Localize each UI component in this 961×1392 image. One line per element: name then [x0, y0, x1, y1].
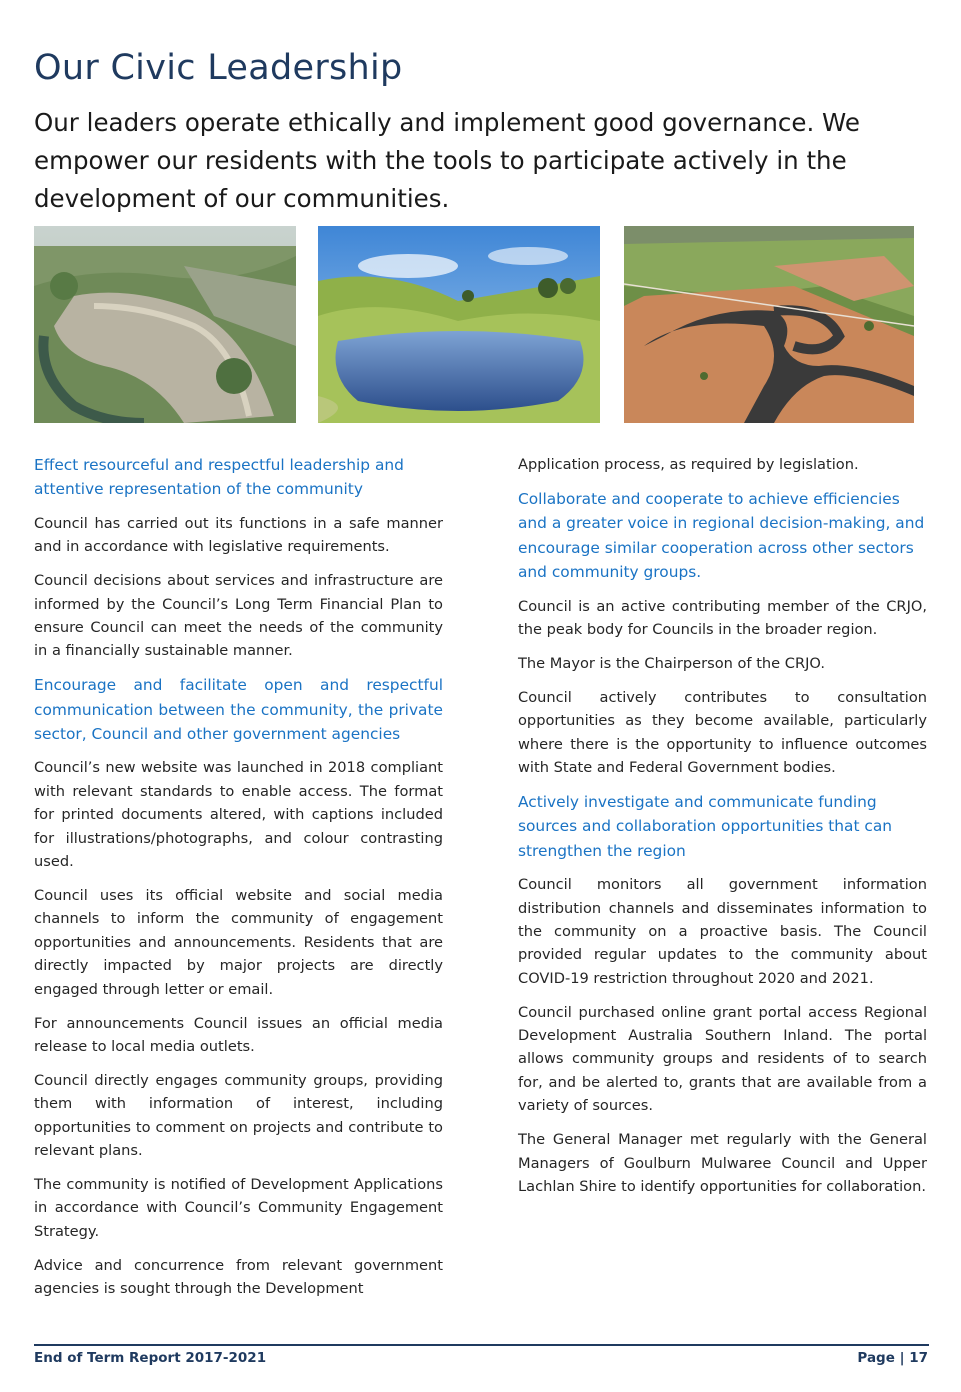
body-paragraph: The General Manager met regularly with the General Managers of Goulburn Mulwaree Council and Upper Lachlan Shire to identify opportunities for collaboration.	[518, 1131, 927, 1195]
photo-aerial-town	[34, 226, 296, 423]
footer-page-number: Page | 17	[857, 1350, 928, 1366]
body-paragraph: The community is notified of Development Applications in accordance with Council’s Community Engagement Strategy.	[34, 1175, 443, 1240]
body-paragraph: Application process, as required by legislation.	[518, 456, 859, 473]
body-paragraph: Council is an active contributing member of the CRJO, the peak body for Councils in the broader region.	[518, 597, 927, 638]
body-paragraph: Council monitors all government information distribution channels and disseminates information to the community on a proactive basis. The Council provided regular updates to the community about COVID-19 restriction throughout 2020 and 2021.	[518, 876, 927, 987]
body-paragraph: Council decisions about services and infrastructure are informed by the Council’s Long Term Financial Plan to ensure Council can meet the needs of the community in a financially sustainable manner.	[34, 572, 443, 660]
footer-report-title: End of Term Report 2017-2021	[34, 1350, 267, 1366]
body-paragraph: Council purchased online grant portal access Regional Development Australia Southern Inland. The portal allows community groups and residents of to search for, and be alerted to, grants that are available from a variety of sources.	[518, 1003, 927, 1115]
photo-subdivision	[624, 226, 914, 423]
section-heading: Effect resourceful and respectful leadership and attentive representation of the community	[34, 456, 404, 499]
body-paragraph: Council actively contributes to consultation opportunities as they become available, particularly where there is the opportunity to influence outcomes with State and Federal Government bodies.	[518, 688, 927, 776]
body-paragraph: Council’s new website was launched in 2018 compliant with relevant standards to enable access. The format for printed documents altered, with captions included for illustrations/photographs, and colour contrasting used.	[34, 759, 443, 871]
body-paragraph: Council directly engages community groups, providing them with information of interest, including opportunities to comment on projects and contribute to relevant plans.	[34, 1071, 443, 1160]
body-paragraph: For announcements Council issues an official media release to local media outlets.	[34, 1014, 443, 1055]
footer-divider	[34, 1344, 929, 1346]
page-title: Our Civic Leadership	[34, 48, 403, 88]
section-heading: Actively investigate and communicate funding sources and collaboration opportunities that can strengthen the region	[518, 792, 893, 860]
section-heading: Encourage and facilitate open and respectful communication between the community, the private sector, Council and other government agencies	[34, 676, 443, 744]
section-heading: Collaborate and cooperate to achieve efficiencies and a greater voice in regional decision-making, and encourage similar cooperation across other sectors and community groups.	[518, 489, 925, 582]
right-column	[518, 453, 927, 1209]
body-paragraph: Council has carried out its functions in a safe manner and in accordance with legislative requirements.	[34, 514, 443, 556]
photo-pond-hills	[318, 226, 600, 423]
body-paragraph: Advice and concurrence from relevant government agencies is sought through the Development	[34, 1256, 443, 1298]
intro-statement: Our leaders operate ethically and implement good governance. We empower our residents with the tools to participate actively in the development of our communities.	[34, 108, 860, 213]
body-paragraph: The Mayor is the Chairperson of the CRJO.	[518, 654, 825, 672]
left-column	[34, 453, 443, 1311]
body-paragraph: Council uses its official website and social media channels to inform the community of engagement opportunities and announcements. Residents that are directly impacted by major projects are directly engaged through letter or email.	[34, 887, 443, 998]
